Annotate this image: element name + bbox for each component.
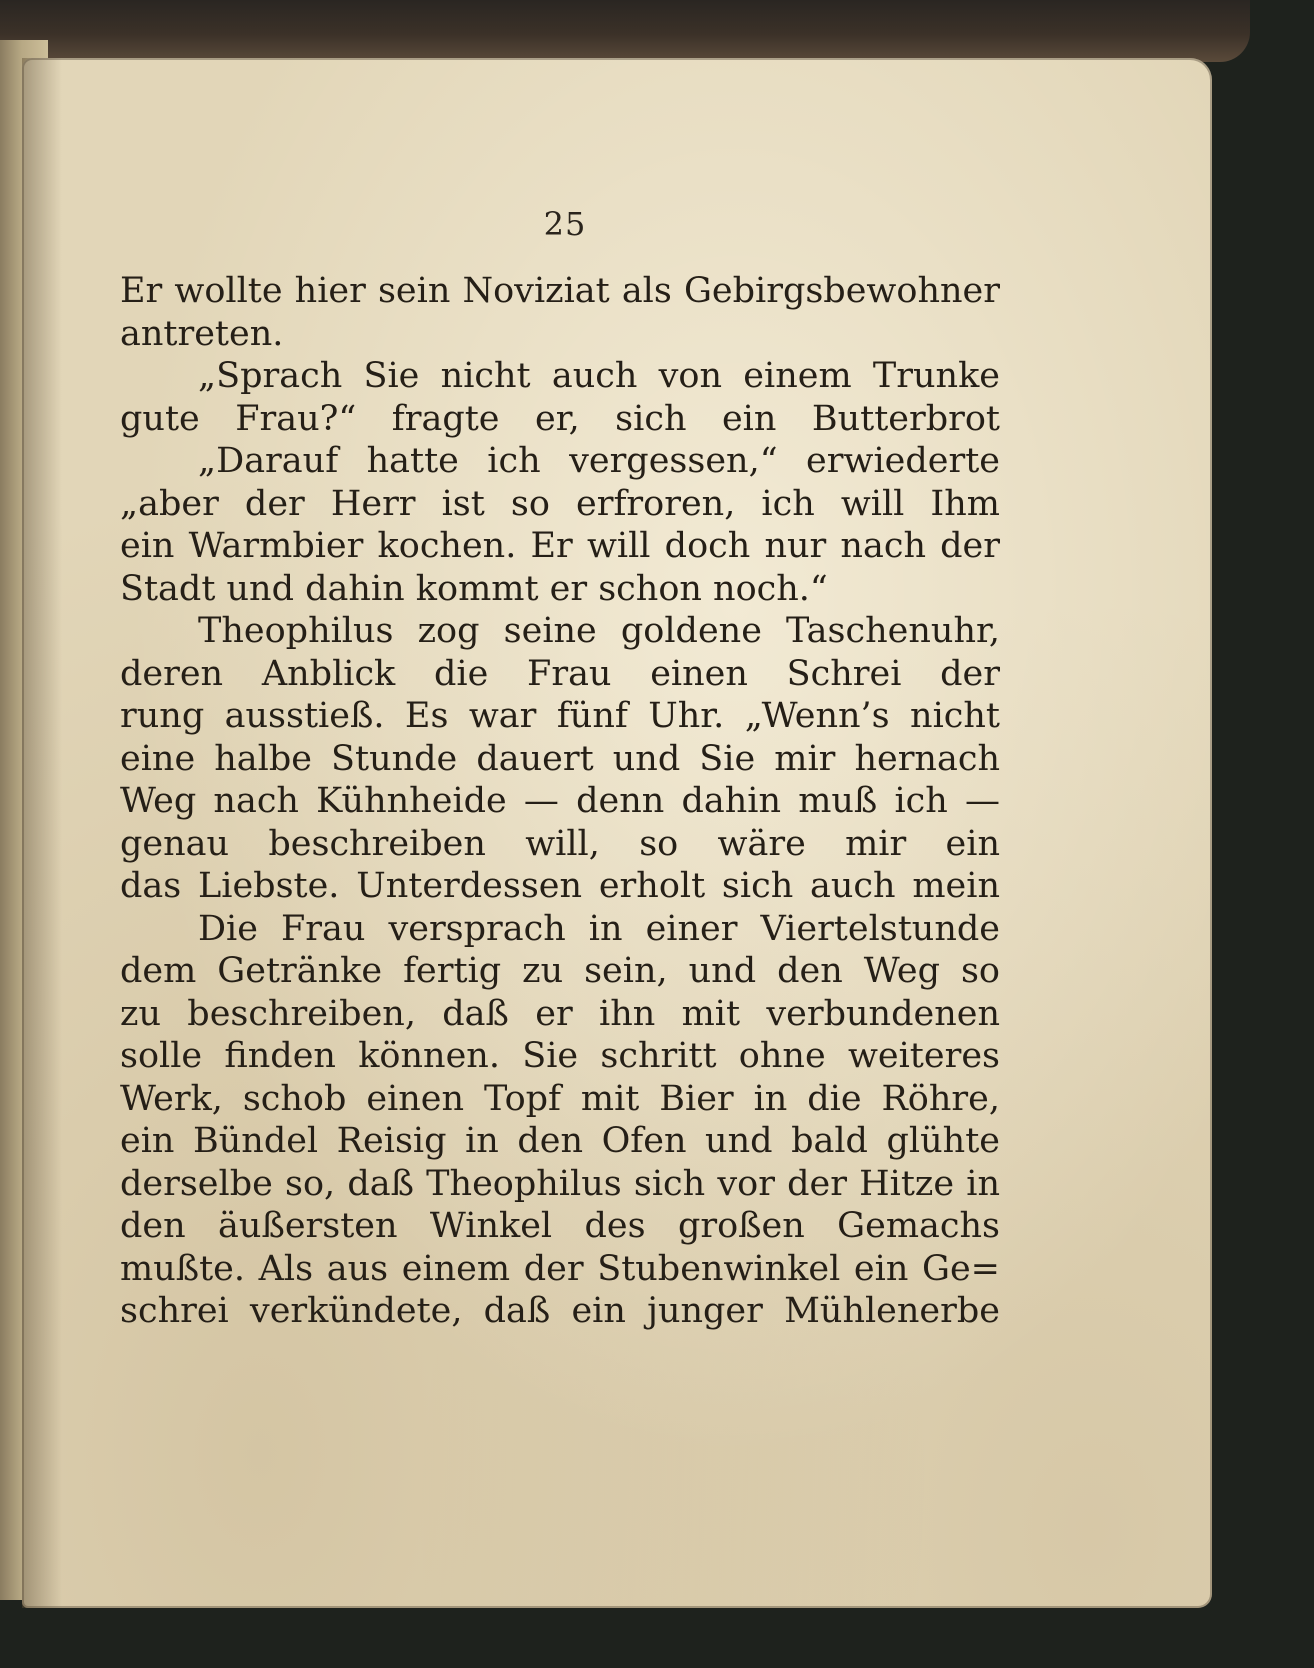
text-line: dem Getränke fertig zu sein, und den Weg so (120, 951, 1000, 991)
text-line: derselbe so, daß Theophilus sich vor der Hitze in (120, 1163, 1000, 1204)
text-line: gute Frau?“ fragte er, sich ein Butterbrot (120, 398, 1000, 439)
text-line: eine halbe Stunde dauert und Sie mir hernach (120, 738, 1000, 779)
text-line: Werk, schob einen Topf mit Bier in die Röhre, (120, 1078, 1000, 1119)
text-line: solle finden können. Sie schritt ohne weiteres (120, 1036, 1000, 1076)
text-line: „aber der Herr ist so erfroren, ich will Ihm (120, 483, 1000, 524)
text-line: Theophilus zog seine goldene Taschenuhr, (198, 611, 1000, 651)
text-line: Weg nach Kühnheide — denn dahin muß ich — (120, 781, 1000, 821)
text-line: ein Bündel Reisig in den Ofen und bald glühte (120, 1121, 1000, 1161)
text-line: zu beschreiben, daß er ihn mit verbundenen (120, 993, 1000, 1034)
text-line: Stadt und dahin kommt er schon noch.“ (120, 568, 828, 609)
text-line: „Darauf hatte ich vergessen,“ erwiederte (198, 441, 1000, 481)
text-line: schrei verkündete, daß ein junger Mühlenerbe (120, 1291, 1000, 1331)
text-line: deren Anblick die Frau einen Schrei der (120, 653, 1000, 694)
book-top-edge (0, 0, 1250, 62)
text-line: Die Frau versprach in einer Viertelstunde (198, 908, 1000, 949)
page-number: 25 (543, 205, 587, 243)
text-line: den äußersten Winkel des großen Gemachs (120, 1206, 1000, 1246)
text-line: das Liebste. Unterdessen erholt sich auch mein (120, 866, 1000, 906)
text-line: mußte. Als aus einem der Stubenwinkel ein Ge= (120, 1248, 1000, 1289)
text-line: rung ausstieß. Es war fünf Uhr. „Wenn’s nicht (120, 696, 1000, 736)
body-text (120, 270, 1000, 1333)
text-line: genau beschreiben will, so wäre mir ein (120, 823, 1000, 864)
text-line: „Sprach Sie nicht auch von einem Trunke (198, 356, 1000, 396)
text-line: Er wollte hier sein Noviziat als Gebirgsbewohner (120, 271, 1000, 311)
text-line: ein Warmbier kochen. Er will doch nur nach der (120, 526, 1000, 566)
gutter-shadow (22, 58, 62, 1608)
text-line: antreten. (120, 313, 284, 354)
